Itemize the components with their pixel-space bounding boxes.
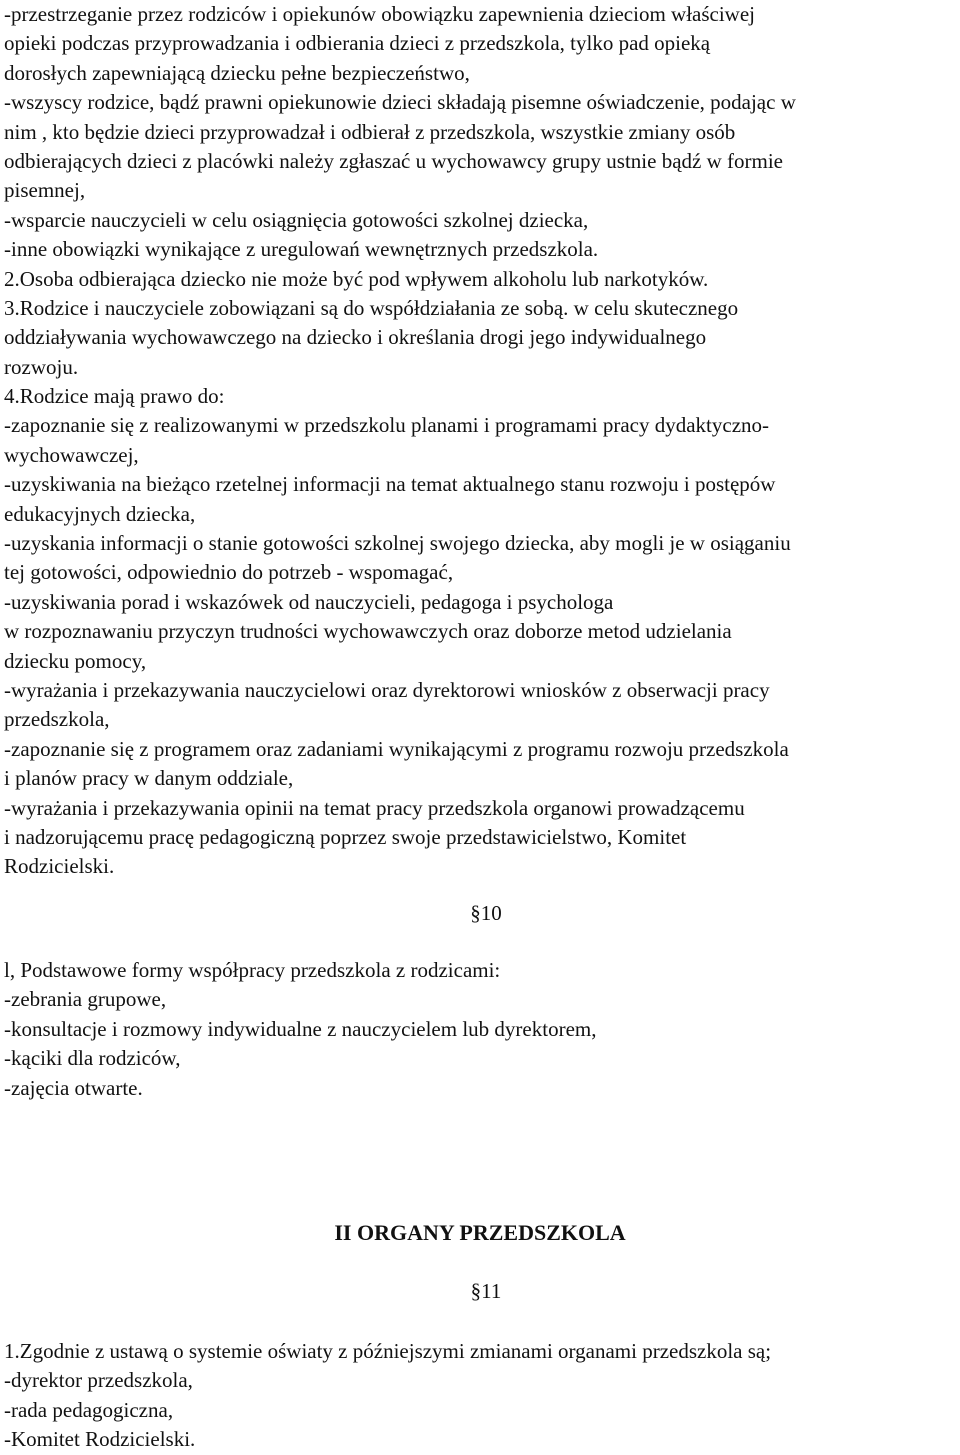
text-line: -wyrażania i przekazywania opinii na temat pracy przedszkola organowi prowadzącemu [4,795,745,820]
text-line: -zapoznanie się z realizowanymi w przedszkolu planami i programami pracy dydaktyczno- [4,413,770,438]
text-line: -konsultacje i rozmowy indywidualne z nauczycielem lub dyrektorem, [4,1016,597,1041]
text-line: odbierających dzieci z placówki należy zgłaszać u wychowawcy grupy ustnie bądź w formie [4,148,783,173]
section-heading-11: §11 [470,1279,502,1303]
text-line: 3.Rodzice i nauczyciele zobowiązani są do współdziałania ze sobą. w celu skutecznego [4,295,739,320]
section-heading-10: §10 [470,901,502,925]
text-line: -uzyskiwania porad i wskazówek od nauczycieli, pedagoga i psychologa [4,589,614,614]
text-line: opieki podczas przyprowadzania i odbierania dzieci z przedszkola, tylko pad opieką [4,31,711,56]
text-line: wychowawczej, [4,442,139,467]
text-line: -wyrażania i przekazywania nauczycielowi oraz dyrektorowi wniosków z obserwacji pracy [4,677,770,702]
text-line: -kąciki dla rodziców, [4,1046,181,1071]
text-line: tej gotowości, odpowiednio do potrzeb - wspomagać, [4,560,454,585]
text-line: i nadzorującemu pracę pedagogiczną poprzez swoje przedstawicielstwo, Komitet [4,824,687,849]
text-line: dorosłych zapewniającą dziecku pełne bezpieczeństwo, [4,60,470,85]
text-block-kindergarten-bodies [4,1337,954,1455]
text-line: pisemnej, [4,178,86,203]
text-line: -zajęcia otwarte. [4,1075,143,1100]
text-line: -wsparcie nauczycieli w celu osiągnięcia gotowości szkolnej dziecka, [4,207,589,232]
text-line: przedszkola, [4,707,110,732]
text-line: dziecku pomocy, [4,648,147,673]
text-line: nim , kto będzie dzieci przyprowadzał i odbierał z przedszkola, wszystkie zmiany osób [4,119,736,144]
text-line: -zebrania grupowe, [4,987,167,1012]
text-line: -dyrektor przedszkola, [4,1368,193,1393]
text-line: -Komitet Rodzicielski. [4,1427,196,1452]
text-line: Rodzicielski. [4,854,115,879]
text-line: 2.Osoba odbierająca dziecko nie może być pod wpływem alkoholu lub narkotyków. [4,266,709,291]
text-line: -uzyskania informacji o stanie gotowości szkolnej swojego dziecka, aby mogli je w osiąganiu [4,531,791,556]
text-line: -inne obowiązki wynikające z uregulowań wewnętrznych przedszkola. [4,237,599,262]
text-line: 4.Rodzice mają prawo do: [4,384,225,409]
text-line: -uzyskiwania na bieżąco rzetelnej informacji na temat aktualnego stanu rozwoju i postępów [4,472,776,497]
chapter-title: II ORGANY PRZEDSZKOLA [334,1220,626,1245]
text-line: i planów pracy w danym oddziale, [4,766,294,791]
text-line: 1.Zgodnie z ustawą o systemie oświaty z późniejszymi zmianami organami przedszkola są; [4,1339,772,1363]
text-line: edukacyjnych dziecka, [4,501,196,526]
text-line: oddziaływania wychowawczego na dziecko i określania drogi jego indywidualnego [4,325,707,350]
text-line: -przestrzeganie przez rodziców i opiekunów obowiązku zapewnienia dzieciom właściwej [4,2,756,26]
text-line: -rada pedagogiczna, [4,1397,174,1422]
text-line: w rozpoznawaniu przyczyn trudności wychowawczych oraz doborze metod udzielania [4,619,732,644]
text-block-cooperation-forms [4,956,954,1103]
text-line: -zapoznanie się z programem oraz zadaniami wynikającymi z programu rozwoju przedszkola [4,736,789,761]
text-block-parents-duties [4,0,954,882]
text-line: l, Podstawowe formy współpracy przedszkola z rodzicami: [4,958,501,982]
text-line: -wszyscy rodzice, bądź prawni opiekunowie dzieci składają pisemne oświadczenie, podając w [4,90,796,115]
text-line: rozwoju. [4,354,79,379]
